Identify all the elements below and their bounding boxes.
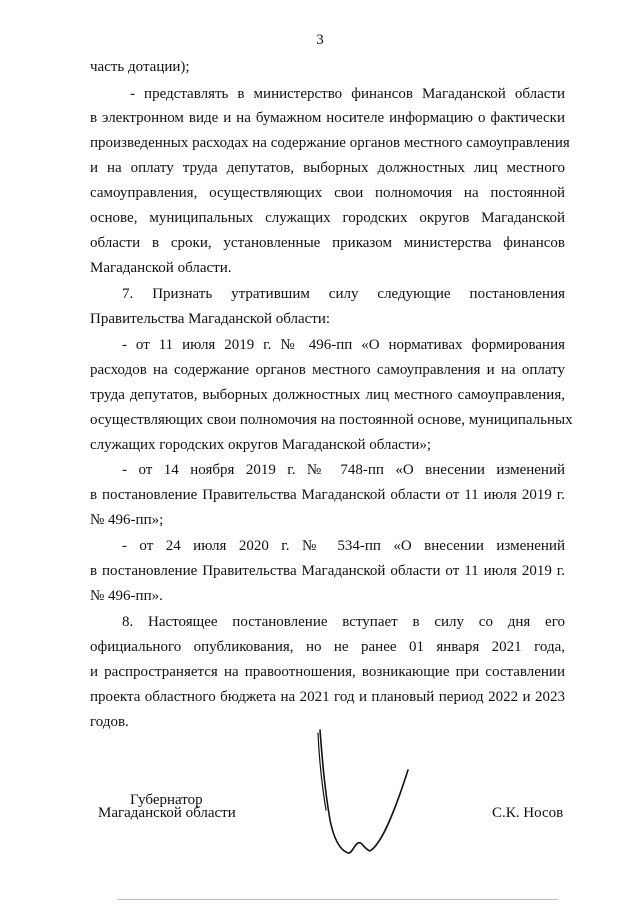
text-line: - от 14 ноября 2019 г. № 748-пп «О внесении изменений (122, 462, 565, 478)
handwritten-signature (300, 725, 450, 875)
text-line: служащих городских округов Магаданской области»; (90, 437, 432, 453)
text-line: № 496-пп»; (90, 512, 164, 528)
text-line: расходов на содержание органов местного самоуправления и на оплату (90, 362, 565, 378)
text-line: произведенных расходах на содержание органов местного самоуправления (90, 135, 570, 151)
text-line: № 496-пп». (90, 588, 163, 604)
text-line: официального опубликования, но не ранее 01 января 2021 года, (90, 639, 565, 655)
text-line: - от 11 июля 2019 г. № 496-пп «О нормативах формирования (122, 337, 565, 353)
text-line: в постановление Правительства Магаданской области от 11 июля 2019 г. (90, 563, 565, 579)
text-line: труда депутатов, выборных должностных лиц местного самоуправления, (90, 387, 565, 403)
text-line: основе, муниципальных служащих городских округов Магаданской (90, 210, 565, 226)
text-line: осуществляющих свои полномочия на постоянной основе, муниципальных (90, 412, 573, 428)
text-line: Правительства Магаданской области: (90, 311, 331, 327)
footer-divider (118, 899, 558, 900)
text-line: самоуправления, осуществляющих свои полномочия на постоянной (90, 185, 565, 201)
governor-region: Магаданской области (98, 805, 236, 821)
text-line: годов. (90, 714, 129, 730)
text-line: и распространяется на правоотношения, возникающие при составлении (90, 664, 565, 680)
text-line: 7. Признать утратившим силу следующие постановления (122, 286, 565, 302)
governor-title: Губернатор (130, 792, 203, 808)
text-line: - от 24 июля 2020 г. № 534-пп «О внесении изменений (122, 538, 565, 554)
text-line: 8. Настоящее постановление вступает в силу со дня его (122, 614, 565, 630)
text-line: в постановление Правительства Магаданской области от 11 июля 2019 г. (90, 487, 565, 503)
text-line: области в сроки, установленные приказом министерства финансов (90, 235, 565, 251)
text-line: проекта областного бюджета на 2021 год и плановый период 2022 и 2023 (90, 689, 565, 705)
text-line: в электронном виде и на бумажном носителе информацию о фактически (90, 110, 565, 126)
text-line: - представлять в министерство финансов Магаданской области (130, 86, 565, 102)
signatory-name: С.К. Носов (492, 805, 564, 821)
text-line: и на оплату труда депутатов, выборных должностных лиц местного (90, 160, 565, 176)
text-line: часть дотации); (90, 59, 190, 75)
page-number: 3 (316, 32, 324, 48)
text-line: Магаданской области. (90, 260, 232, 276)
